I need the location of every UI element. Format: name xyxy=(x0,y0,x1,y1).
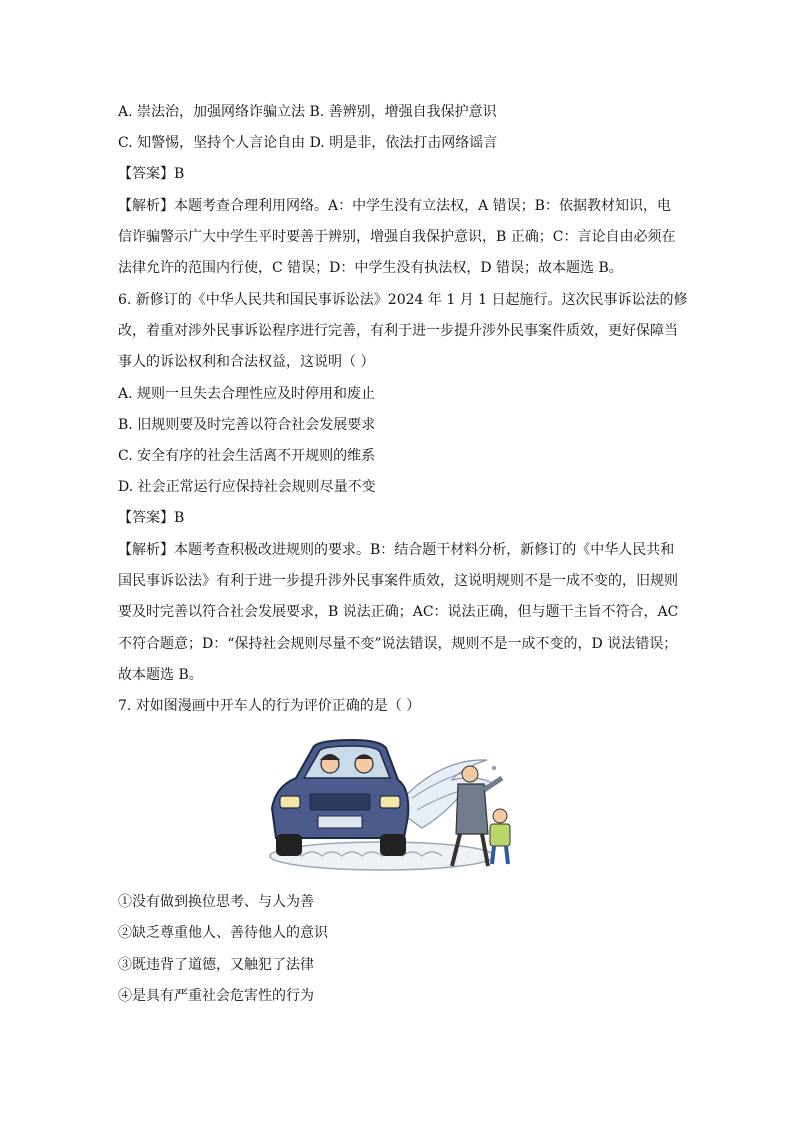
q6-analysis-line: 不符合题意；D：“保持社会规则尽量不变”说法错误，规则不是一成不变的，D 说法错误； xyxy=(118,636,678,652)
q6-option-d: D. 社会正常运行应保持社会规则尽量不变 xyxy=(118,479,376,495)
q6-option-c: C. 安全有序的社会生活离不开规则的维系 xyxy=(118,448,376,464)
q5-option-ab: A. 崇法治，加强网络诈骗立法 B. 善辨别，增强自我保护意识 xyxy=(118,104,497,120)
q7-item-4: ④是具有严重社会危害性的行为 xyxy=(118,988,314,1004)
q7-stem: 7. 对如图漫画中开车人的行为评价正确的是（ ） xyxy=(118,698,421,714)
q6-answer: 【答案】B xyxy=(118,510,185,526)
q5-answer: 【答案】B xyxy=(118,166,185,182)
q6-stem-line: 6. 新修订的《中华人民共和国民事诉讼法》2024 年 1 月 1 日起施行。这次民事诉讼法的修 xyxy=(118,292,688,308)
q6-stem-line: 改，着重对涉外民事诉讼程序进行完善，有利于进一步提升涉外民事案件质效，更好保障当 xyxy=(118,323,678,339)
q6-analysis-line: 要及时完善以符合社会发展要求，B 说法正确；AC：说法正确，但与题干主旨不符合，AC xyxy=(118,604,679,620)
q6-analysis-line: 国民事诉讼法》有利于进一步提升涉外民事案件质效，这说明规则不是一成不变的，旧规则 xyxy=(118,573,678,589)
q7-item-1: ①没有做到换位思考、与人为善 xyxy=(118,894,314,910)
q5-analysis-line: 信诈骗警示广大中学生平时要善于辨别，增强自我保护意识，B 正确；C：言论自由必须在 xyxy=(118,229,676,245)
q5-analysis-line: 【解析】本题考查合理利用网络。A：中学生没有立法权，A 错误；B：依据教材知识，电 xyxy=(118,198,671,214)
q5-analysis-line: 法律允许的范围内行使，C 错误；D：中学生没有执法权，D 错误；故本题选 B。 xyxy=(118,260,623,276)
q6-stem-line: 事人的诉讼权利和合法权益，这说明（ ） xyxy=(118,354,375,370)
q7-item-2: ②缺乏尊重他人、善待他人的意识 xyxy=(118,925,328,941)
q6-option-b: B. 旧规则要及时完善以符合社会发展要求 xyxy=(118,417,376,433)
q6-analysis-line: 故本题选 B。 xyxy=(118,667,203,683)
cartoon-illustration xyxy=(262,738,530,876)
q7-item-3: ③既违背了道德，又触犯了法律 xyxy=(118,957,314,973)
q6-analysis-line: 【解析】本题考查积极改进规则的要求。B：结合题干材料分析，新修订的《中华人民共和 xyxy=(118,542,675,558)
q6-option-a: A. 规则一旦失去合理性应及时停用和废止 xyxy=(118,386,376,402)
q5-option-cd: C. 知警惕，坚持个人言论自由 D. 明是非，依法打击网络谣言 xyxy=(118,135,498,151)
cartoon-car-splashing-pedestrians xyxy=(262,738,530,876)
